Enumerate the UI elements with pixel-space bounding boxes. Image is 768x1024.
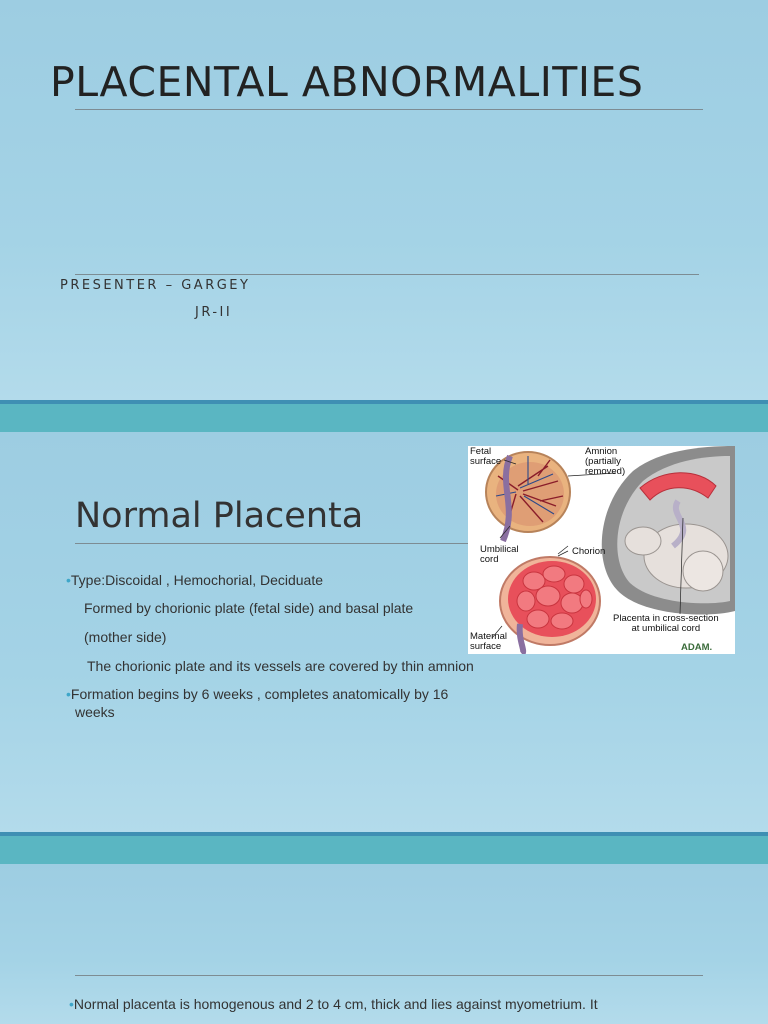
label-chorion: Chorion <box>572 546 606 557</box>
slide-divider <box>0 832 768 864</box>
presenter-name: PRESENTER – GARGEY <box>60 278 251 293</box>
bullet-item <box>66 686 448 702</box>
bullet-item <box>66 572 323 588</box>
presenter-rule <box>75 274 699 275</box>
label-cross-section: Placenta in cross-section at umbilical cord <box>613 613 719 634</box>
title-underline <box>75 109 703 110</box>
bullet-continuation: (mother side) <box>84 629 167 645</box>
presentation-title: PLACENTAL ABNORMALITIES <box>50 58 644 106</box>
label-maternal-surface: Maternal surface <box>470 631 507 652</box>
bullet-marker: • <box>69 996 74 1012</box>
bullet-text: Formation begins by 6 weeks , completes anatomically by 16 <box>70 686 449 702</box>
third-slide <box>0 864 768 1024</box>
bullet-text: Normal placenta is homogenous and 2 to 4 cm, thick and lies against myometrium. It <box>73 996 598 1012</box>
slide-divider <box>0 400 768 432</box>
adam-logo: ADAM. <box>681 642 713 653</box>
bullet-continuation: weeks <box>75 704 115 720</box>
title-slide <box>0 0 768 400</box>
label-fetal-surface: Fetal surface <box>470 446 502 467</box>
label-amnion: Amnion (partially removed) <box>585 446 626 477</box>
fetus-limb <box>625 527 661 555</box>
maternal-cord <box>520 624 523 654</box>
placenta-illustration <box>468 446 735 654</box>
slide-title: Normal Placenta <box>75 496 364 536</box>
title-underline <box>75 543 468 544</box>
label-umbilical-cord: Umbilical cord <box>480 544 519 565</box>
fetus-head <box>683 551 723 591</box>
normal-placenta-slide <box>0 432 768 832</box>
bullet-marker: • <box>66 572 71 588</box>
bullet-continuation: The chorionic plate and its vessels are covered by thin amnion <box>87 658 474 674</box>
presenter-role: JR-II <box>195 305 233 320</box>
bullet-item <box>69 996 598 1012</box>
bullet-continuation: Formed by chorionic plate (fetal side) and basal plate <box>84 600 414 616</box>
title-underline <box>75 975 703 976</box>
bullet-marker: • <box>66 686 71 702</box>
bullet-text: Type:Discoidal , Hemochorial, Deciduate <box>70 572 324 588</box>
